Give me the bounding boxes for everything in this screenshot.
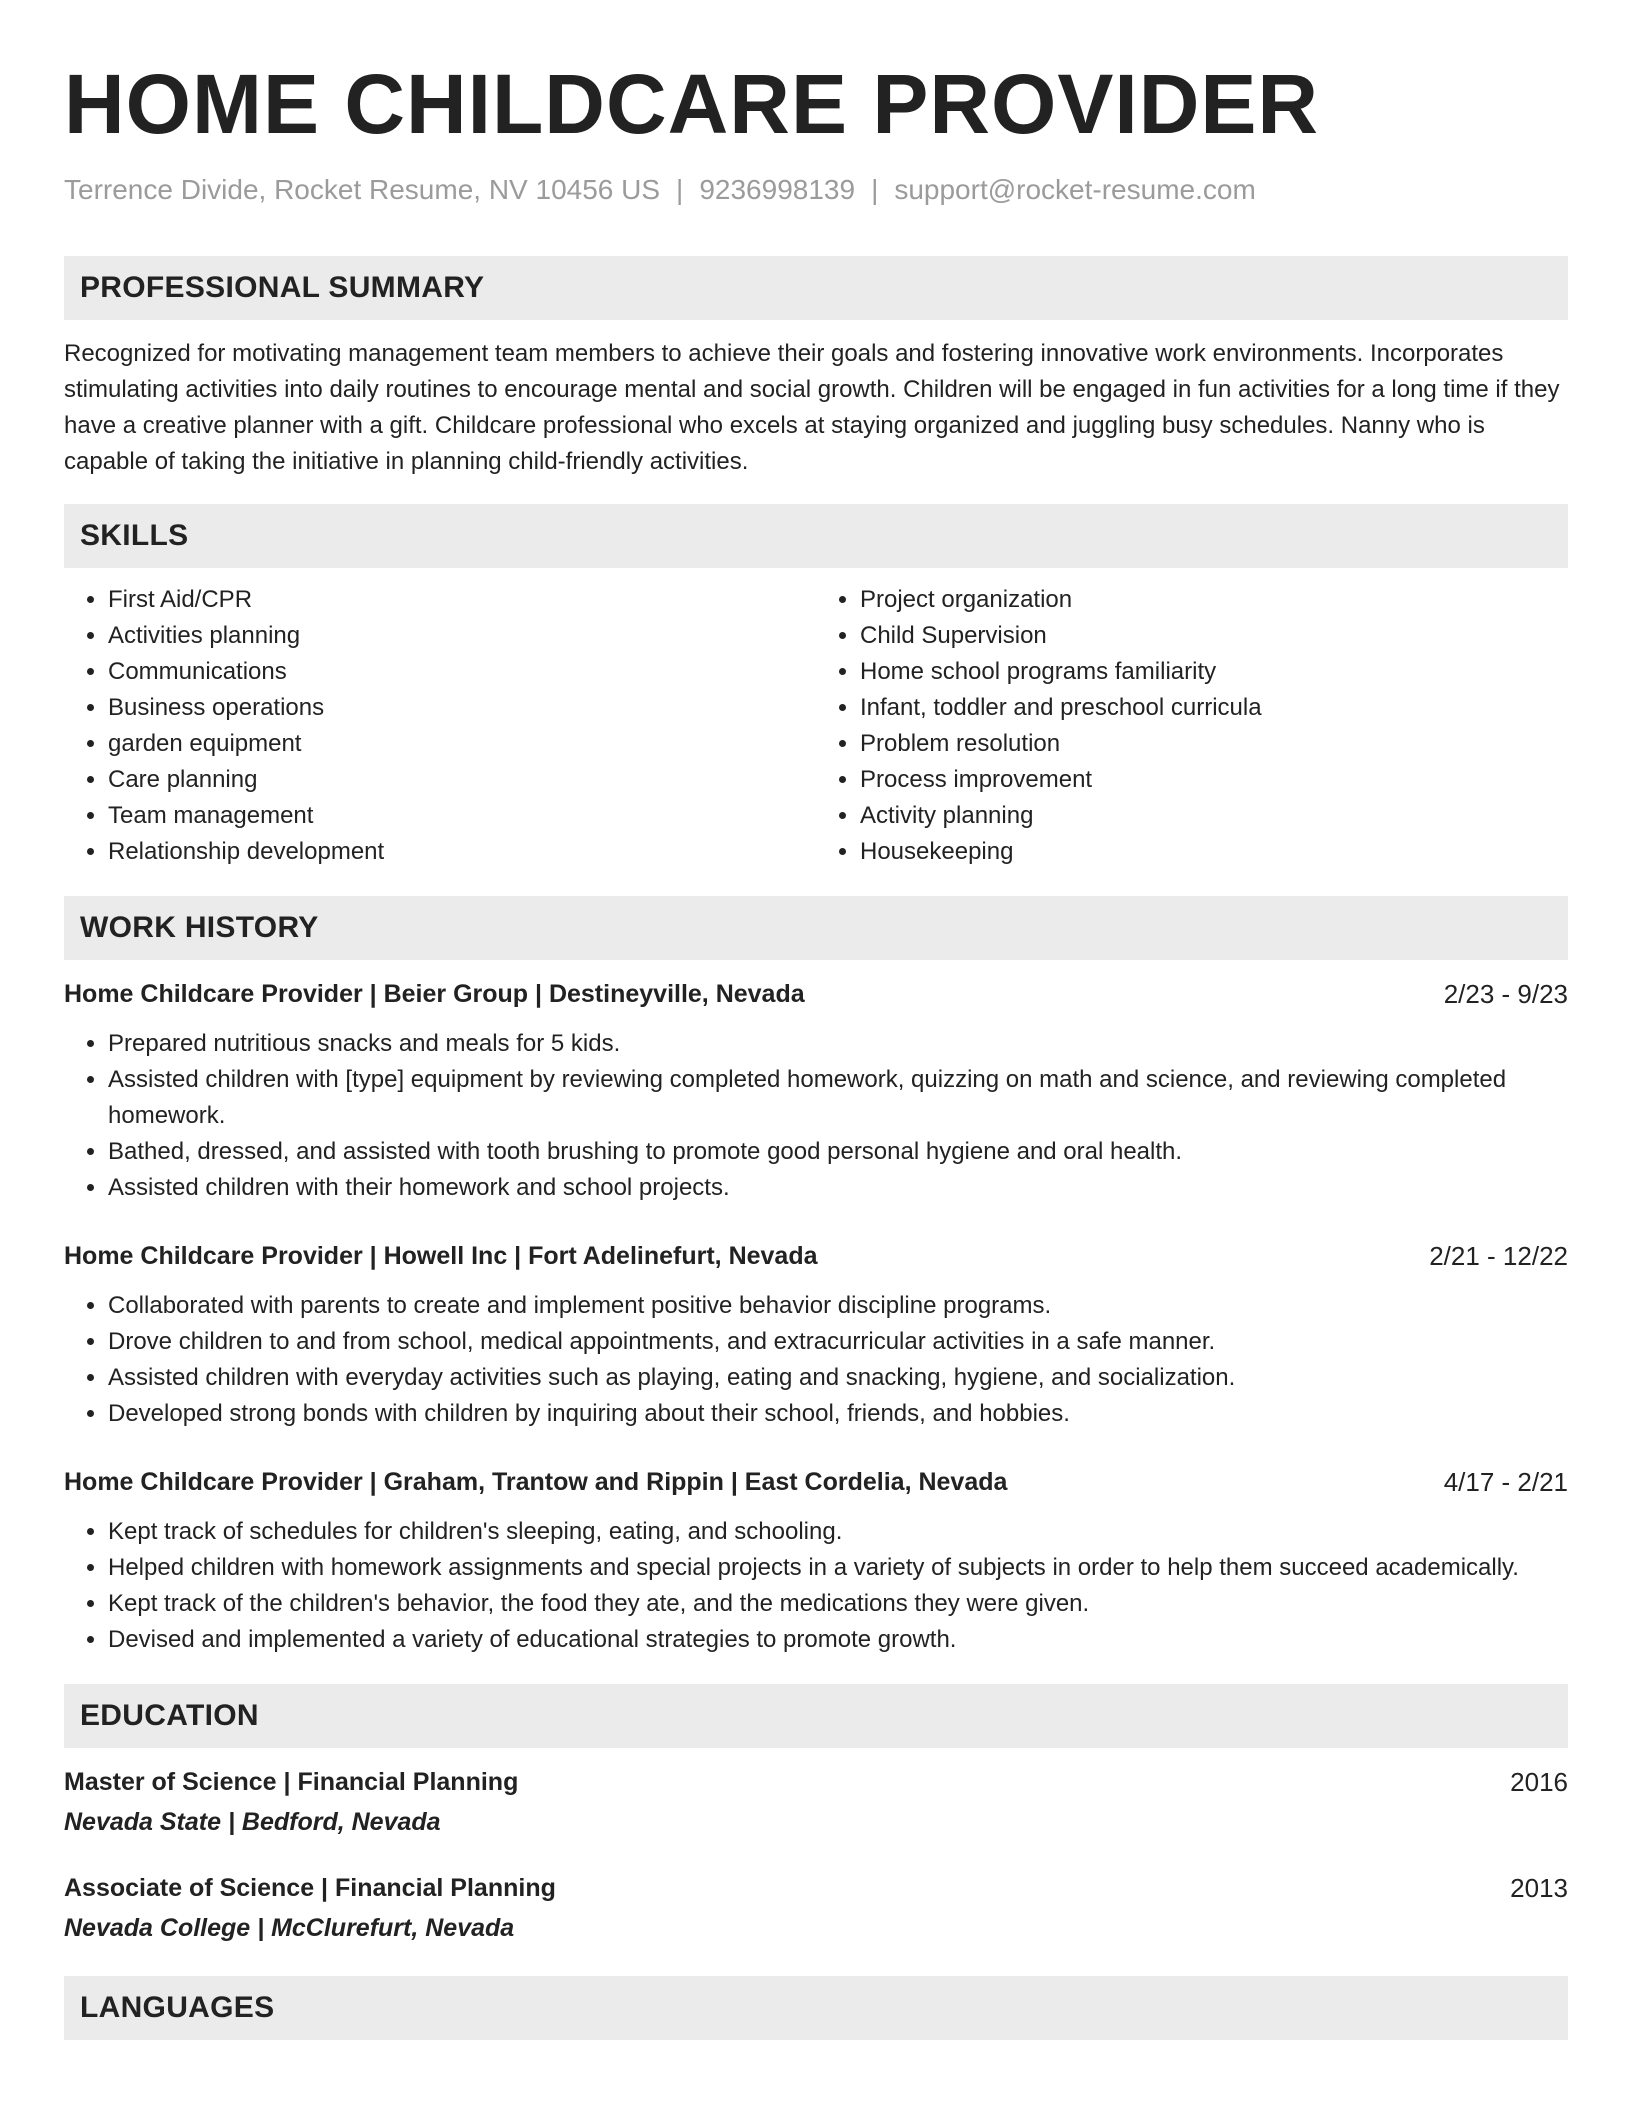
job-bullet: • Assisted children with their homework and school projects. <box>108 1170 1568 1206</box>
education-year: 2016 <box>1510 1767 1568 1797</box>
contact-address: Terrence Divide, Rocket Resume, NV 10456 US <box>64 174 661 205</box>
job-bullet: • Devised and implemented a variety of educational strategies to promote growth. <box>108 1622 1568 1658</box>
skill-item: • Business operations <box>108 690 816 726</box>
skill-item: • First Aid/CPR <box>108 582 816 618</box>
contact-email: support@rocket-resume.com <box>894 174 1256 205</box>
skills-column-right <box>816 582 1568 870</box>
job-bullets <box>64 1026 1568 1206</box>
job-entry <box>64 1238 1568 1432</box>
education-degree: Master of Science | Financial Planning <box>64 1768 519 1796</box>
job-title: Home Childcare Provider | Graham, Trantow and Rippin | East Cordelia, Nevada <box>64 1468 1008 1496</box>
skill-item: • Process improvement <box>860 762 1568 798</box>
skills-list <box>64 582 1568 870</box>
job-bullet: • Drove children to and from school, medical appointments, and extracurricular activities in a safe manner. <box>108 1324 1568 1360</box>
contact-separator: | <box>676 174 684 205</box>
skills-heading: SKILLS <box>64 504 1568 568</box>
skill-item: • Child Supervision <box>860 618 1568 654</box>
skill-item: • garden equipment <box>108 726 816 762</box>
job-bullet: • Bathed, dressed, and assisted with tooth brushing to promote good personal hygiene and oral health. <box>108 1134 1568 1170</box>
job-bullet: • Assisted children with everyday activities such as playing, eating and snacking, hygiene, and socialization. <box>108 1360 1568 1396</box>
education-entry <box>64 1764 1568 1840</box>
job-bullet: • Kept track of schedules for children's sleeping, eating, and schooling. <box>108 1514 1568 1550</box>
job-dates: 4/17 - 2/21 <box>1443 1467 1568 1497</box>
contact-separator: | <box>871 174 879 205</box>
job-title: Home Childcare Provider | Howell Inc | Fort Adelinefurt, Nevada <box>64 1242 818 1270</box>
work-heading: WORK HISTORY <box>64 896 1568 960</box>
skill-item: • Home school programs familiarity <box>860 654 1568 690</box>
job-bullet: • Developed strong bonds with children by inquiring about their school, friends, and hobbies. <box>108 1396 1568 1432</box>
job-bullets <box>64 1288 1568 1432</box>
education-school: Nevada College | McClurefurt, Nevada <box>64 1914 515 1942</box>
skill-item: • Team management <box>108 798 816 834</box>
skill-item: • Activity planning <box>860 798 1568 834</box>
job-bullet: • Assisted children with [type] equipment by reviewing completed homework, quizzing on math and science, and reviewing completed homework. <box>108 1062 1568 1134</box>
job-entry <box>64 1464 1568 1658</box>
contact-line <box>64 172 1568 208</box>
skill-item: • Problem resolution <box>860 726 1568 762</box>
job-dates: 2/21 - 12/22 <box>1429 1241 1568 1271</box>
education-heading: EDUCATION <box>64 1684 1568 1748</box>
skill-item: • Housekeeping <box>860 834 1568 870</box>
job-dates: 2/23 - 9/23 <box>1443 979 1568 1009</box>
resume-title: HOME CHILDCARE PROVIDER <box>64 57 1320 151</box>
contact-phone: 9236998139 <box>699 174 856 205</box>
education-year: 2013 <box>1510 1873 1568 1903</box>
job-bullet: • Helped children with homework assignments and special projects in a variety of subjects in order to help them succeed academically. <box>108 1550 1568 1586</box>
skill-item: • Project organization <box>860 582 1568 618</box>
job-bullet: • Prepared nutritious snacks and meals for 5 kids. <box>108 1026 1568 1062</box>
job-header <box>64 1464 1568 1500</box>
education-header <box>64 1870 1568 1906</box>
skill-item: • Activities planning <box>108 618 816 654</box>
job-bullet: • Collaborated with parents to create and implement positive behavior discipline programs. <box>108 1288 1568 1324</box>
job-bullets <box>64 1514 1568 1658</box>
skill-item: • Relationship development <box>108 834 816 870</box>
job-header <box>64 976 1568 1012</box>
job-header <box>64 1238 1568 1274</box>
skills-column-left <box>64 582 816 870</box>
summary-heading: PROFESSIONAL SUMMARY <box>64 256 1568 320</box>
skill-item: • Care planning <box>108 762 816 798</box>
summary-text: Recognized for motivating management team members to achieve their goals and fostering innovative work environments. Incorporates stimulating activities into daily routines to encourage mental and social growth. Children will be engaged in fun activities for a long time if they have a creative planner with a gift. Childcare professional who excels at staying organized and juggling busy schedules. Nanny who is capable of taking the initiative in planning child-friendly activities. <box>64 340 1560 475</box>
education-header <box>64 1764 1568 1800</box>
education-school: Nevada State | Bedford, Nevada <box>64 1808 441 1836</box>
languages-heading: LANGUAGES <box>64 1976 1568 2040</box>
education-entry <box>64 1870 1568 1946</box>
skill-item: • Infant, toddler and preschool curricula <box>860 690 1568 726</box>
skill-item: • Communications <box>108 654 816 690</box>
job-entry <box>64 976 1568 1206</box>
education-degree: Associate of Science | Financial Planning <box>64 1874 556 1902</box>
job-bullet: • Kept track of the children's behavior, the food they ate, and the medications they were given. <box>108 1586 1568 1622</box>
job-title: Home Childcare Provider | Beier Group | Destineyville, Nevada <box>64 980 805 1008</box>
